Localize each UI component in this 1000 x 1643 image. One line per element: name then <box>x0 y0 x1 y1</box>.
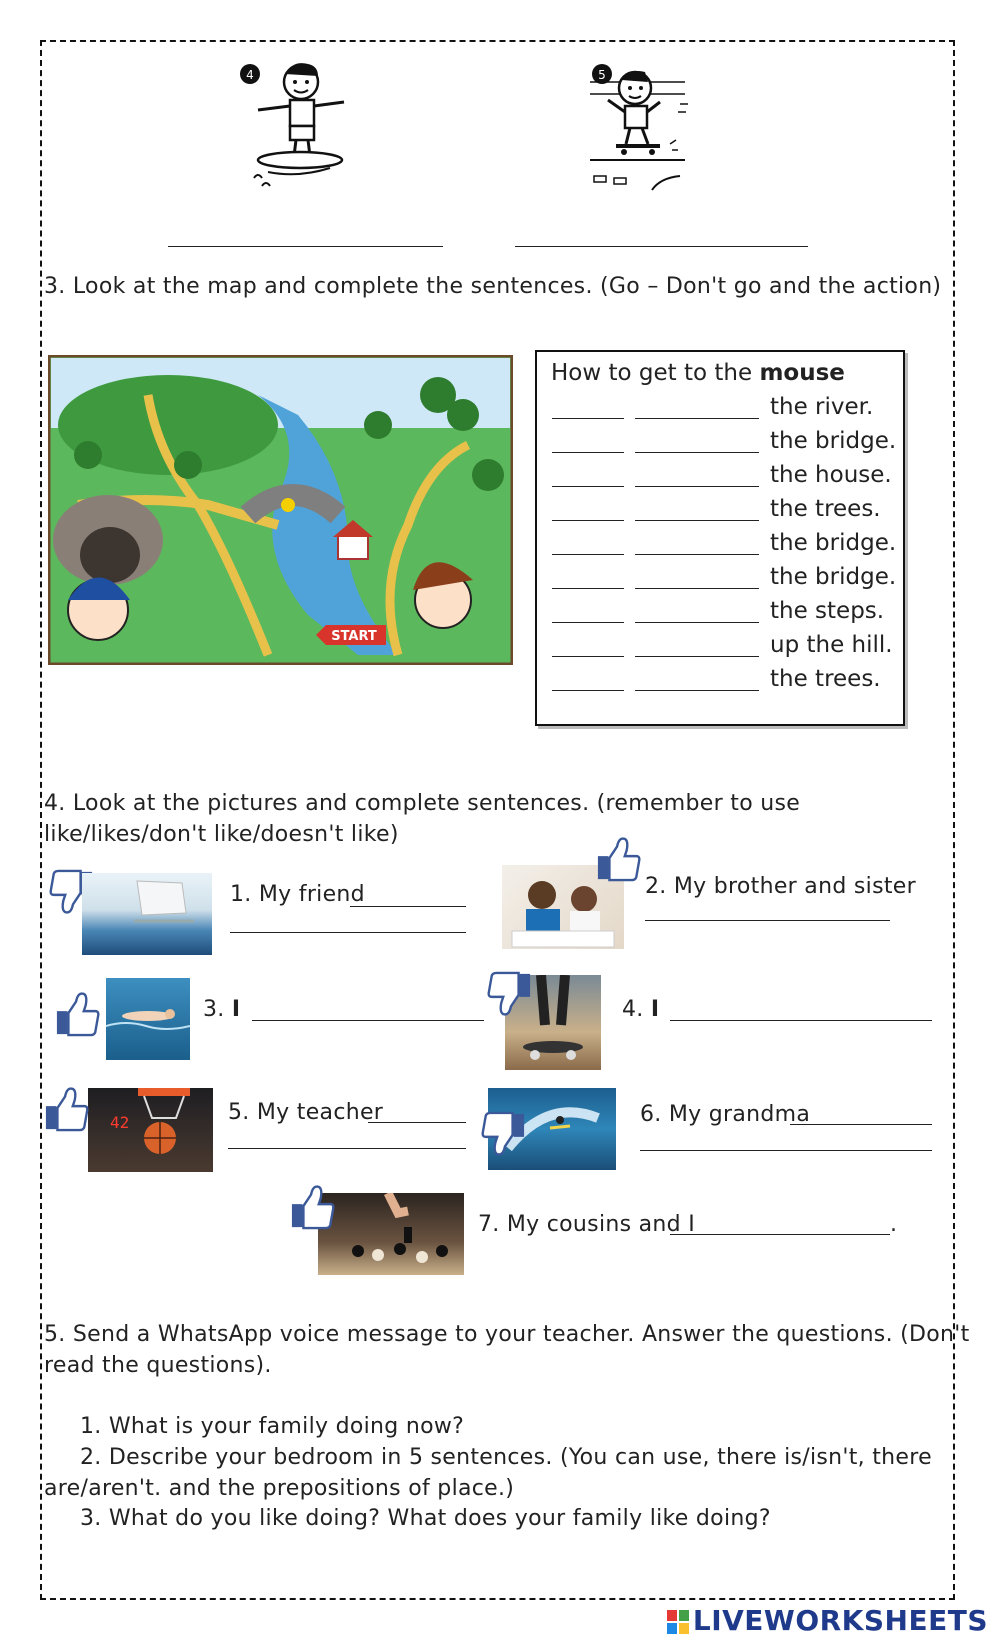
thumbs-down-icon <box>480 1110 526 1158</box>
picture-number-badge: 4 <box>246 68 254 82</box>
section-4-instruction: 4. Look at the pictures and complete sentences. (remember to use like/likes/don't like/doesn't like) <box>44 791 801 847</box>
route-row <box>537 496 903 526</box>
route-row <box>537 530 903 560</box>
answer-line[interactable] <box>350 906 466 907</box>
answer-blank-action[interactable] <box>635 418 759 419</box>
item-4-subject: I <box>650 997 660 1022</box>
answer-blank-action[interactable] <box>635 520 759 521</box>
route-row <box>537 394 903 424</box>
answer-blank-action[interactable] <box>635 588 759 589</box>
chess-photo <box>318 1193 464 1275</box>
answer-line[interactable] <box>640 1150 932 1151</box>
item-4-text <box>622 997 659 1022</box>
answer-line[interactable] <box>252 1020 484 1021</box>
logo-blocks-icon <box>667 1610 689 1634</box>
answer-line[interactable] <box>368 1122 466 1123</box>
scoreboard-number: 42 <box>110 1113 130 1132</box>
picture-number-badge: 5 <box>598 68 606 82</box>
liveworksheets-logo[interactable] <box>667 1604 988 1637</box>
thumbs-up-icon <box>596 835 642 883</box>
answer-line[interactable] <box>670 1020 932 1021</box>
answer-line-picture-5[interactable] <box>515 246 808 247</box>
answer-line[interactable] <box>230 932 466 933</box>
route-row-text: up the hill. <box>770 632 893 658</box>
thumbs-up-icon <box>290 1183 336 1231</box>
route-row <box>537 598 903 628</box>
answer-blank-go[interactable] <box>552 452 624 453</box>
route-row <box>537 462 903 492</box>
answer-line-picture-4[interactable] <box>168 246 443 247</box>
item-5-text: 5. My teacher <box>228 1100 384 1125</box>
skateboarding-boy-drawing <box>590 60 710 200</box>
map-start-sign: START <box>331 629 377 644</box>
item-1-text: 1. My friend <box>230 882 365 907</box>
answer-blank-go[interactable] <box>552 520 624 521</box>
route-row-text: the river. <box>770 394 874 420</box>
route-row-text: the bridge. <box>770 428 897 454</box>
answer-line[interactable] <box>228 1148 466 1149</box>
route-map-illustration <box>48 355 513 665</box>
thumbs-up-icon <box>44 1085 90 1133</box>
basketball-photo <box>88 1088 213 1172</box>
answer-blank-action[interactable] <box>635 622 759 623</box>
ice-skating-photo <box>82 873 212 955</box>
route-row <box>537 666 903 696</box>
answer-blank-go[interactable] <box>552 656 624 657</box>
answer-blank-go[interactable] <box>552 486 624 487</box>
swimming-photo <box>106 978 190 1060</box>
item-3-number: 3. <box>203 997 225 1022</box>
answer-blank-go[interactable] <box>552 622 624 623</box>
answer-blank-action[interactable] <box>635 656 759 657</box>
route-row-text: the trees. <box>770 496 881 522</box>
answer-blank-action[interactable] <box>635 554 759 555</box>
route-row-text: the house. <box>770 462 892 488</box>
route-row-text: the bridge. <box>770 564 897 590</box>
item-3-subject: I <box>231 997 241 1022</box>
route-instructions-box <box>535 350 905 726</box>
answer-blank-action[interactable] <box>635 452 759 453</box>
item-7-period: . <box>890 1212 898 1237</box>
question-2-line-1: 2. Describe your bedroom in 5 sentences. (You can use, there is/isn't, there <box>80 1445 932 1470</box>
route-row <box>537 564 903 594</box>
question-3: 3. What do you like doing? What does your family like doing? <box>80 1506 771 1531</box>
answer-line[interactable] <box>670 1234 890 1235</box>
route-row <box>537 632 903 662</box>
answer-blank-action[interactable] <box>635 486 759 487</box>
route-box-title-prefix: How to get to the <box>551 360 760 386</box>
route-box-title-target: mouse <box>759 360 845 386</box>
answer-blank-go[interactable] <box>552 690 624 691</box>
item-4-number: 4. <box>622 997 644 1022</box>
thumbs-down-icon <box>486 970 532 1018</box>
answer-blank-go[interactable] <box>552 554 624 555</box>
answer-line[interactable] <box>645 920 890 921</box>
surfing-boy-drawing <box>238 60 368 200</box>
logo-text: LIVEWORKSHEETS <box>692 1604 988 1637</box>
question-2-line-2: are/aren't. and the prepositions of place.) <box>44 1476 515 1501</box>
route-row <box>537 428 903 458</box>
item-2-text: 2. My brother and sister <box>645 874 916 899</box>
answer-blank-go[interactable] <box>552 418 624 419</box>
item-7-text: 7. My cousins and I <box>478 1212 696 1237</box>
answer-line[interactable] <box>790 1124 932 1125</box>
route-row-text: the trees. <box>770 666 881 692</box>
item-3-text <box>203 997 240 1022</box>
section-3-instruction: 3. Look at the map and complete the sentences. (Go – Don't go and the action) <box>44 274 942 299</box>
item-6-text: 6. My grandma <box>640 1102 811 1127</box>
route-box-title <box>551 360 845 386</box>
section-5-instruction-line-2: read the questions). <box>44 1353 272 1378</box>
question-1: 1. What is your family doing now? <box>80 1414 465 1439</box>
thumbs-up-icon <box>55 990 101 1038</box>
answer-blank-action[interactable] <box>635 690 759 691</box>
route-row-text: the steps. <box>770 598 885 624</box>
section-5-instruction-line-1: 5. Send a WhatsApp voice message to your teacher. Answer the questions. (Don't <box>44 1322 970 1347</box>
route-row-text: the bridge. <box>770 530 897 556</box>
answer-blank-go[interactable] <box>552 588 624 589</box>
